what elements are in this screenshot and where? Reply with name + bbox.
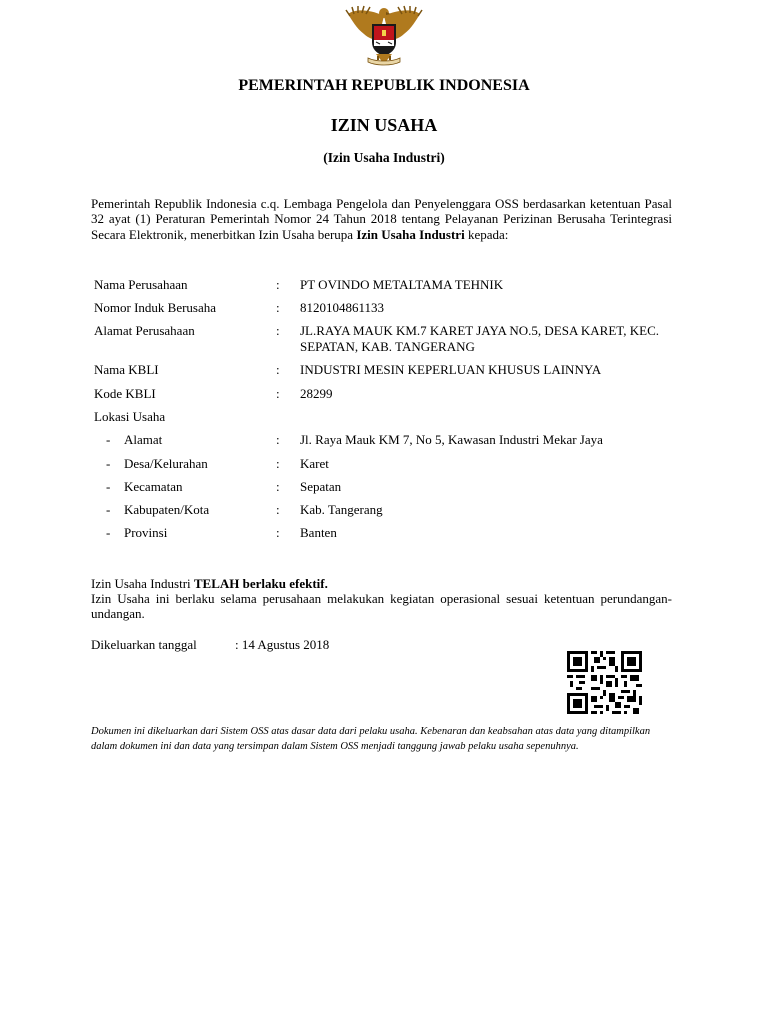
field-label: Nama Perusahaan xyxy=(94,277,188,292)
location-value: Sepatan xyxy=(300,479,342,494)
field-colon: : xyxy=(276,479,280,494)
list-dash: - xyxy=(106,502,111,517)
list-dash: - xyxy=(106,525,111,540)
field-label: Nomor Induk Berusaha xyxy=(94,300,217,315)
location-label: Kabupaten/Kota xyxy=(124,502,210,517)
intro-bold-permit: Izin Usaha Industri xyxy=(356,226,465,242)
list-dash: - xyxy=(106,479,111,494)
field-label: Kode KBLI xyxy=(94,386,156,401)
document-title: IZIN USAHA xyxy=(330,115,438,135)
field-label: Alamat Perusahaan xyxy=(94,323,195,338)
intro-paragraph xyxy=(91,196,672,242)
field-colon: : xyxy=(276,432,280,447)
field-colon: : xyxy=(276,277,280,292)
field-colon: : xyxy=(276,502,280,517)
field-label: Nama KBLI xyxy=(94,362,159,377)
field-value: INDUSTRI MESIN KEPERLUAN KHUSUS LAINNYA xyxy=(300,362,602,377)
field-label: Lokasi Usaha xyxy=(94,409,166,424)
effective-statement xyxy=(91,576,672,591)
issued-date-row xyxy=(91,637,330,653)
issued-date: : 14 Agustus 2018 xyxy=(235,637,330,652)
garuda-emblem-icon xyxy=(342,4,426,68)
list-dash: - xyxy=(106,432,111,447)
disclaimer-text: Dokumen ini dikeluarkan dari Sistem OSS atas dasar data dari pelaku usaha. Kebenaran dan keabsahan atas data yang ditampilkan dalam dokumen ini dan data yang tersimpan dalam Sistem OSS menjadi tanggung jawab pelaku usaha sepenuhnya. xyxy=(91,726,651,752)
location-value: Jl. Raya Mauk KM 7, No 5, Kawasan Industri Mekar Jaya xyxy=(300,432,603,447)
location-value: Karet xyxy=(300,456,329,471)
intro-tail: kepada: xyxy=(464,226,509,242)
field-value: 28299 xyxy=(300,386,333,401)
field-colon: : xyxy=(276,456,280,471)
location-value: Banten xyxy=(300,525,337,540)
effective-bold: TELAH berlaku efektif. xyxy=(193,576,328,591)
field-value: PT OVINDO METALTAMA TEHNIK xyxy=(300,277,504,292)
validity-statement: Izin Usaha ini berlaku selama perusahaan melakukan kegiatan operasional sesuai ketentuan perundangan-undangan. xyxy=(91,591,672,622)
qr-code-icon xyxy=(566,651,643,714)
field-value: JL.RAYA MAUK KM.7 KARET JAYA NO.5, DESA KARET, KEC. SEPATAN, KAB. TANGERANG xyxy=(300,323,659,354)
government-heading: PEMERINTAH REPUBLIK INDONESIA xyxy=(238,77,530,94)
issued-label: Dikeluarkan tanggal xyxy=(91,637,197,652)
field-colon: : xyxy=(276,362,280,377)
field-colon: : xyxy=(276,323,280,338)
field-colon: : xyxy=(276,525,280,540)
location-label: Kecamatan xyxy=(124,479,183,494)
location-label: Desa/Kelurahan xyxy=(124,456,208,471)
location-value: Kab. Tangerang xyxy=(300,502,383,517)
intro-text: Pemerintah Republik Indonesia c.q. Lembaga Pengelola dan Penyelenggara OSS berdasarkan ketentuan Pasal 32 ayat (1) Peraturan Pemerintah Nomor 24 Tahun 2018 tentang Pelayanan Perizinan Berusaha Terintegrasi Secara Elektronik, menerbitkan Izin Usaha berupa xyxy=(91,196,672,242)
document-subtitle: (Izin Usaha Industri) xyxy=(323,150,445,165)
location-label: Provinsi xyxy=(124,525,168,540)
effective-prefix: Izin Usaha Industri xyxy=(91,576,194,591)
field-colon: : xyxy=(276,386,280,401)
list-dash: - xyxy=(106,456,111,471)
field-colon: : xyxy=(276,300,280,315)
location-label: Alamat xyxy=(124,432,163,447)
field-value: 8120104861133 xyxy=(300,300,385,315)
